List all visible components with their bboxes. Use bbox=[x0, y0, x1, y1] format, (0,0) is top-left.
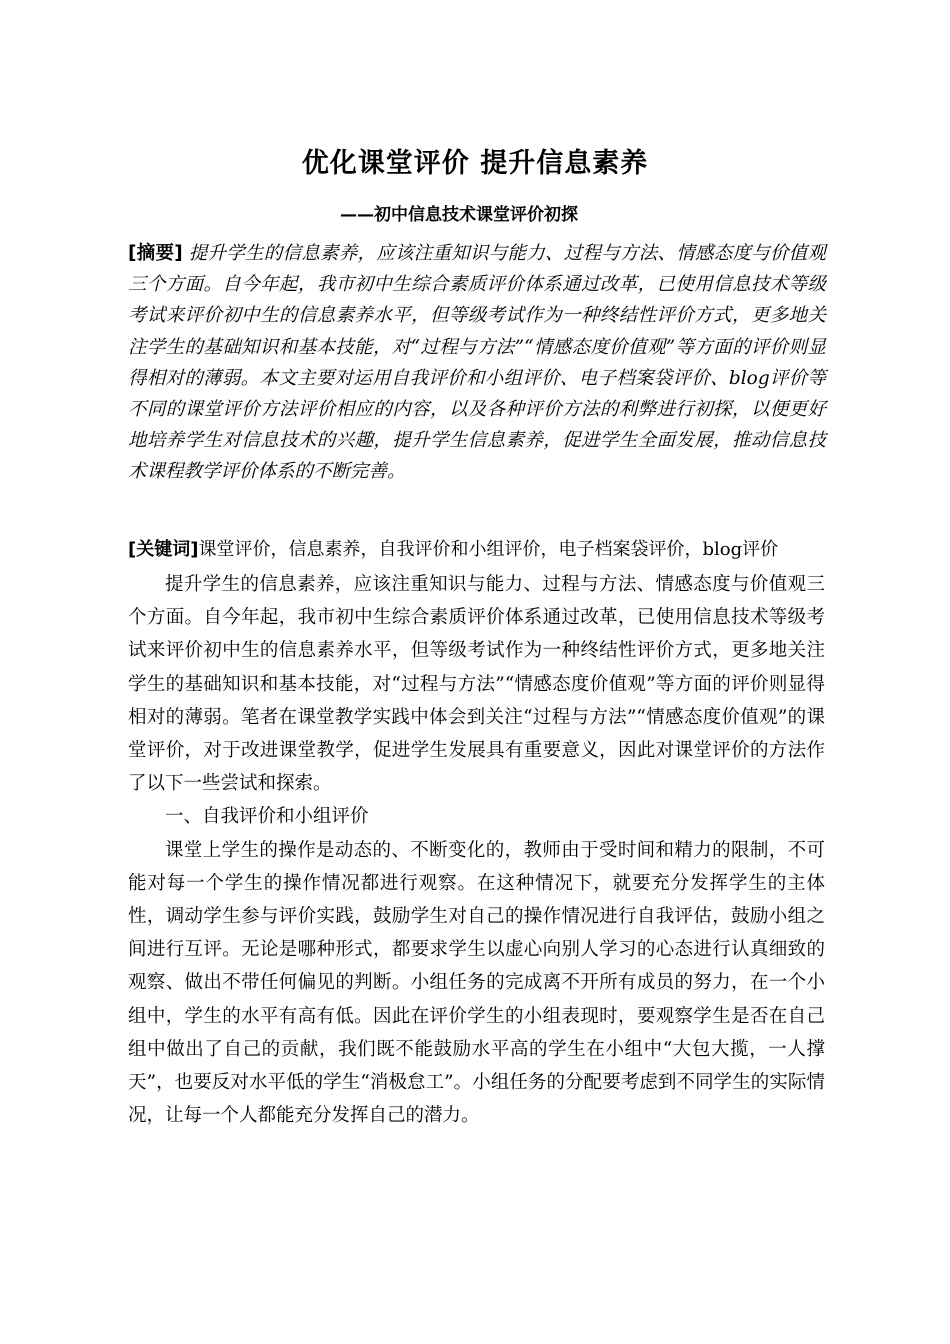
body-paragraph-intro: 提升学生的信息素养，应该注重知识与能力、过程与方法、情感态度与价值观三个方面。自今年起，我市初中生综合素质评价体系通过改革，已使用信息技术等级考试来评价初中生的信息素养水平，但等级考试作为一种终结性评价方式，更多地关注学生的基础知识和基本技能，对“过程与方法”“情感态度价值观”等方面的评价则显得相对的薄弱。笔者在课堂教学实践中体会到关注“过程与方法”“情感态度价值观”的课堂评价，对于改进课堂教学，促进学生发展具有重要意义，因此对课堂评价的方法作了以下一些尝试和探索。 bbox=[128, 574, 825, 795]
keywords-label: [关键词] bbox=[128, 539, 199, 560]
abstract-section bbox=[128, 238, 826, 488]
abstract-text: 提升学生的信息素养，应该注重知识与能力、过程与方法、情感态度与价值观三个方面。自今年起，我市初中生综合素质评价体系通过改革，已使用信息技术等级考试来评价初中生的信息素养水平，但等级考试作为一种终结性评价方式，更多地关注学生的基础知识和基本技能，对“过程与方法”“情感态度价值观”等方面的评价则显得相对的薄弱。本文主要对运用自我评价和小组评价、电子档案袋评价、blog评价等不同的课堂评价方法评价相应的内容，以及各种评价方法的利弊进行初探，以便更好地培养学生对信息技术的兴趣，提升学生信息素养，促进学生全面发展，推动信息技术课程教学评价体系的不断完善。 bbox=[128, 243, 826, 483]
abstract-label: [摘要] bbox=[128, 243, 183, 264]
document-title: 优化课堂评价 提升信息素养 bbox=[301, 148, 649, 179]
keywords-text: 课堂评价，信息素养，自我评价和小组评价，电子档案袋评价，blog评价 bbox=[198, 539, 779, 560]
keywords-section bbox=[128, 534, 826, 566]
document-subtitle: ——初中信息技术课堂评价初探 bbox=[340, 205, 578, 225]
section-heading-self-and-group-evaluation: 一、自我评价和小组评价 bbox=[165, 806, 369, 828]
body-text bbox=[128, 568, 825, 1132]
body-paragraph-section-one: 课堂上学生的操作是动态的、不断变化的，教师由于受时间和精力的限制，不可能对每一个学生的操作情况都进行观察。在这种情况下，就要充分发挥学生的主体性，调动学生参与评价实践，鼓励学生对自己的操作情况进行自我评估，鼓励小组之间进行互评。无论是哪种形式，都要求学生以虚心向别人学习的心态进行认真细致的观察、做出不带任何偏见的判断。小组任务的完成离不开所有成员的努力，在一个小组中，学生的水平有高有低。因此在评价学生的小组表现时，要观察学生是否在自己组中做出了自己的贡献，我们既不能鼓励水平高的学生在小组中“大包大揽，一人撑天”，也要反对水平低的学生“消极怠工”。小组任务的分配要考虑到不同学生的实际情况，让每一个人都能充分发挥自己的潜力。 bbox=[128, 839, 825, 1127]
